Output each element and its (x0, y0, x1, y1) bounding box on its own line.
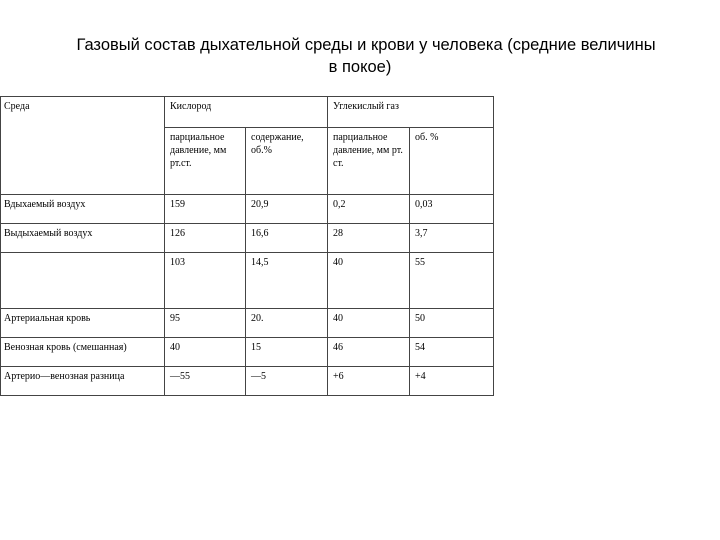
cell-value: 20,9 (246, 195, 328, 224)
header-oxygen: Кислород (165, 97, 328, 128)
subheader-o2-pressure: парциальное давление, мм рт.ст. (165, 128, 246, 195)
gas-composition-table (0, 96, 494, 396)
header-co2: Углекислый газ (328, 97, 494, 128)
row-label: Артериальная кровь (1, 309, 165, 338)
cell-value: +6 (328, 367, 410, 396)
cell-value: 40 (328, 309, 410, 338)
subheader-o2-content: содержание, об.% (246, 128, 328, 195)
title-line-1: Газовый состав дыхательной среды и крови у человека (средние величины (76, 36, 656, 54)
row-label: Артерио—венозная разница (1, 367, 165, 396)
table-row (1, 224, 494, 253)
slide-title (0, 34, 720, 78)
cell-value: 55 (410, 253, 494, 309)
cell-value: 14,5 (246, 253, 328, 309)
cell-value: 46 (328, 338, 410, 367)
header-env: Среда (1, 97, 165, 195)
cell-value: 16,6 (246, 224, 328, 253)
cell-value: 28 (328, 224, 410, 253)
table-row (1, 367, 494, 396)
subheader-co2-pressure: парциальное давление, мм рт. ст. (328, 128, 410, 195)
cell-value: 103 (165, 253, 246, 309)
cell-value: +4 (410, 367, 494, 396)
cell-value: —5 (246, 367, 328, 396)
subheader-co2-content: об. % (410, 128, 494, 195)
row-label: Вдыхаемый воздух (1, 195, 165, 224)
cell-value: 0,2 (328, 195, 410, 224)
cell-value: 40 (165, 338, 246, 367)
table-row (1, 195, 494, 224)
row-label: Выдыхаемый воздух (1, 224, 165, 253)
cell-value: 95 (165, 309, 246, 338)
cell-value: 20. (246, 309, 328, 338)
cell-value: 50 (410, 309, 494, 338)
table-row (1, 253, 494, 309)
cell-value: 159 (165, 195, 246, 224)
cell-value: 54 (410, 338, 494, 367)
row-label (1, 253, 165, 309)
cell-value: 15 (246, 338, 328, 367)
cell-value: 40 (328, 253, 410, 309)
cell-value: 0,03 (410, 195, 494, 224)
row-label: Венозная кровь (смешанная) (1, 338, 165, 367)
table-row (1, 309, 494, 338)
title-line-2: в покое) (328, 58, 392, 76)
table-header-row (1, 97, 494, 128)
cell-value: 126 (165, 224, 246, 253)
cell-value: 3,7 (410, 224, 494, 253)
table-row (1, 338, 494, 367)
cell-value: —55 (165, 367, 246, 396)
